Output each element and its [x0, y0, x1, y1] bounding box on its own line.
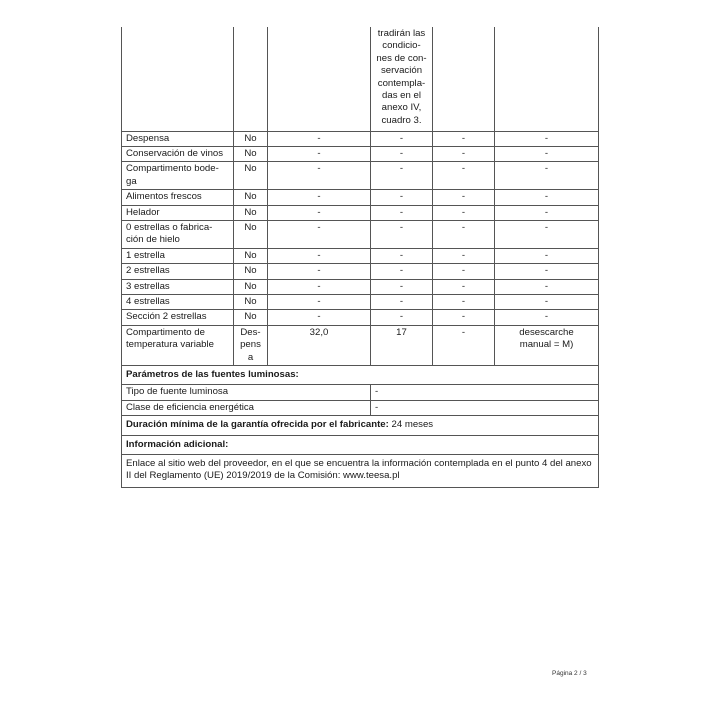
compartment-name: Alimentos frescos	[122, 190, 234, 205]
table-cell	[122, 27, 234, 131]
compartment-name: Compartimento bode- ga	[122, 162, 234, 190]
additional-heading-row	[122, 435, 599, 454]
variable-temperature-row	[122, 325, 599, 365]
light-value: -	[371, 385, 599, 400]
compartment-name: 1 estrella	[122, 248, 234, 263]
warranty-cell	[122, 416, 599, 435]
compartment-present: No	[234, 220, 268, 248]
compartment-row	[122, 131, 599, 146]
compartment-value: -	[433, 279, 495, 294]
compartment-value: -	[433, 190, 495, 205]
compartment-value: -	[495, 162, 599, 190]
compartment-value: -	[268, 162, 371, 190]
compartment-value: 32,0	[268, 325, 371, 365]
compartment-value: -	[371, 279, 433, 294]
compartment-row	[122, 146, 599, 161]
compartment-row	[122, 248, 599, 263]
compartment-row	[122, 190, 599, 205]
light-value: -	[371, 400, 599, 415]
light-row	[122, 400, 599, 415]
compartment-value: -	[268, 310, 371, 325]
compartment-value: -	[495, 310, 599, 325]
compartment-value: -	[495, 146, 599, 161]
continued-row	[122, 27, 599, 131]
compartment-value: -	[268, 264, 371, 279]
table-body	[122, 27, 599, 487]
compartment-value: -	[433, 325, 495, 365]
compartment-name: Sección 2 estrellas	[122, 310, 234, 325]
compartment-name: 4 estrellas	[122, 294, 234, 309]
compartment-present: No	[234, 162, 268, 190]
compartment-name: Despensa	[122, 131, 234, 146]
compartment-value: -	[371, 310, 433, 325]
compartment-value: -	[371, 146, 433, 161]
compartment-value: 17	[371, 325, 433, 365]
compartment-row	[122, 279, 599, 294]
compartment-value: -	[495, 131, 599, 146]
compartment-present: No	[234, 248, 268, 263]
compartment-name: 2 estrellas	[122, 264, 234, 279]
compartment-present: No	[234, 294, 268, 309]
link-row	[122, 455, 599, 488]
compartment-value: -	[268, 190, 371, 205]
warranty-value: 24 meses	[391, 419, 434, 431]
table-cell	[268, 27, 371, 131]
compartment-value: -	[268, 279, 371, 294]
compartment-value: -	[268, 294, 371, 309]
compartment-value: -	[433, 146, 495, 161]
compartment-value: -	[268, 248, 371, 263]
compartment-value: -	[495, 294, 599, 309]
compartment-value: -	[371, 248, 433, 263]
compartment-value: -	[495, 264, 599, 279]
compartment-value: -	[371, 264, 433, 279]
compartment-value: -	[371, 205, 433, 220]
compartment-name: Compartimento de temperatura variable	[122, 325, 234, 365]
compartment-present: No	[234, 310, 268, 325]
compartment-value: -	[371, 190, 433, 205]
page-number: Página 2 / 3	[552, 670, 587, 677]
compartment-value: -	[495, 220, 599, 248]
compartment-present: No	[234, 131, 268, 146]
compartment-row	[122, 264, 599, 279]
compartment-present: Des- pensa	[234, 325, 268, 365]
compartment-value: -	[433, 131, 495, 146]
compartment-present: No	[234, 264, 268, 279]
light-heading-row	[122, 366, 599, 385]
compartment-value: -	[495, 248, 599, 263]
compartment-value: -	[495, 205, 599, 220]
information-sheet-table	[121, 27, 599, 488]
supplier-link-text: Enlace al sitio web del proveedor, en el que se encuentra la información contemplada en el punto 4 del anexo II del Reglamento (UE) 2019/2019 de la Comisión: www.teesa.pl	[122, 455, 599, 488]
light-label: Clase de eficiencia energética	[122, 400, 371, 415]
compartment-name: 3 estrellas	[122, 279, 234, 294]
light-label: Tipo de fuente luminosa	[122, 385, 371, 400]
compartment-value: -	[433, 205, 495, 220]
compartment-name: Conservación de vinos	[122, 146, 234, 161]
compartment-row	[122, 310, 599, 325]
compartment-present: No	[234, 146, 268, 161]
warranty-label: Duración mínima de la garantía ofrecida por el fabricante:	[126, 419, 389, 431]
compartment-value: -	[268, 131, 371, 146]
compartment-row	[122, 205, 599, 220]
table-cell	[433, 27, 495, 131]
compartment-value: -	[371, 220, 433, 248]
light-row	[122, 385, 599, 400]
compartment-value: -	[371, 162, 433, 190]
compartment-value: -	[371, 294, 433, 309]
continued-text: tradirán las condicio- nes de con- servación contempla- das en el anexo IV, cuadro 3.	[371, 27, 433, 131]
compartment-value: -	[495, 279, 599, 294]
compartment-value: -	[433, 220, 495, 248]
table-cell	[234, 27, 268, 131]
compartment-value: -	[268, 220, 371, 248]
compartment-present: No	[234, 205, 268, 220]
compartment-present: No	[234, 190, 268, 205]
compartment-name: 0 estrellas o fabrica- ción de hielo	[122, 220, 234, 248]
compartment-value: -	[495, 190, 599, 205]
table-cell	[495, 27, 599, 131]
compartment-value: -	[433, 264, 495, 279]
compartment-value: -	[433, 162, 495, 190]
compartment-value: -	[433, 310, 495, 325]
compartment-value: -	[371, 131, 433, 146]
compartment-value: -	[433, 248, 495, 263]
compartment-value: -	[268, 205, 371, 220]
additional-info-heading: Información adicional:	[122, 435, 599, 454]
compartment-row	[122, 162, 599, 190]
light-sources-heading: Parámetros de las fuentes luminosas:	[122, 366, 599, 385]
compartment-name: Helador	[122, 205, 234, 220]
warranty-row	[122, 416, 599, 435]
compartment-present: No	[234, 279, 268, 294]
compartment-value: -	[433, 294, 495, 309]
compartment-value: -	[268, 146, 371, 161]
compartment-row	[122, 294, 599, 309]
compartment-value: desescarche manual = M)	[495, 325, 599, 365]
compartment-row	[122, 220, 599, 248]
